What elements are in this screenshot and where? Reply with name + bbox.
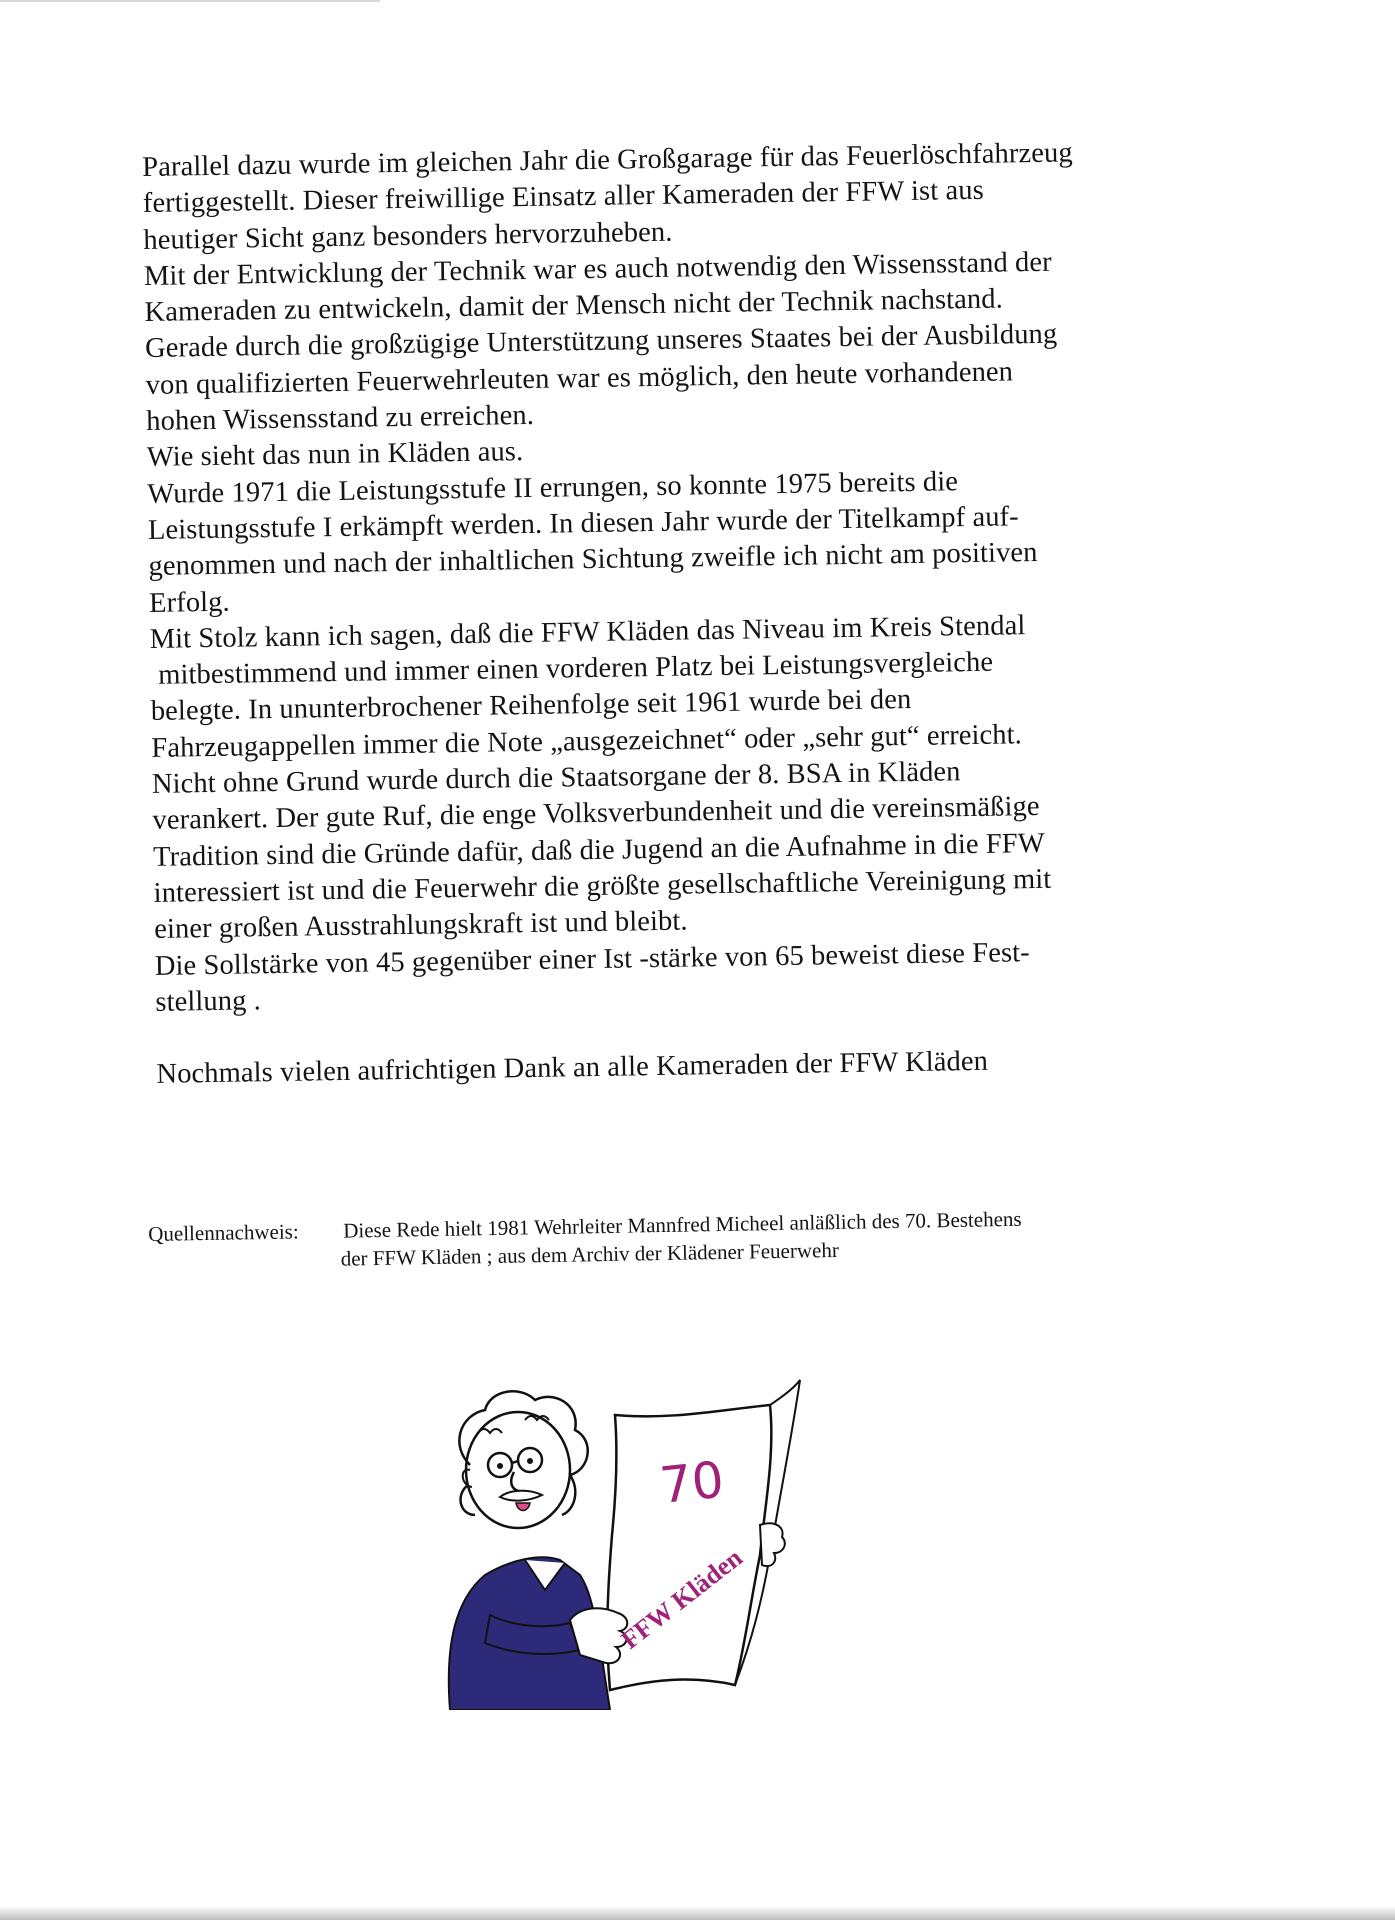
text-line: Erfolg. (148, 586, 230, 619)
text-line: einer großen Ausstrahlungskraft ist und bleibt. (154, 905, 688, 946)
text-line: Wurde 1971 die Leistungsstufe II errungen, so konnte 1975 bereits die (147, 465, 959, 510)
text-line: stellung . (155, 985, 262, 1018)
text-line: von qualifizierten Feuerwehrleuten war es möglich, den heute vorhandenen (145, 356, 1014, 401)
anniversary-number: 70 (657, 1450, 727, 1515)
text-line: Nicht ohne Grund wurde durch die Staatsorgane der 8. BSA in Kläden (151, 756, 961, 800)
source-label: Quellennachweis: (148, 1219, 299, 1246)
text-line: fertiggestellt. Dieser freiwillige Einsatz aller Kameraden der FFW ist aus (142, 175, 985, 220)
text-line: hohen Wissensstand zu erreichen. (146, 399, 535, 438)
text-line: Mit Stolz kann ich sagen, daß die FFW Kläden das Niveau im Kreis Stendal (149, 610, 1026, 655)
cartoon-firefighter-illustration (430, 1375, 880, 1710)
text-line: interessiert ist und die Feuerwehr die größte gesellschaftliche Vereinigung mit (153, 863, 1052, 909)
banner-text: FFW Kläden (615, 1542, 748, 1655)
source-line-2: der FFW Kläden ; aus dem Archiv der Klädener Feuerwehr (340, 1237, 840, 1271)
source-note (148, 1202, 1209, 1276)
text-line: Kameraden zu entwickeln, damit der Mensch nicht der Technik nachstand. (144, 283, 1004, 329)
text-line: belegte. In ununterbrochener Reihenfolge seit 1961 wurde bei den (150, 684, 912, 728)
text-line: Die Sollstärke von 45 gegenüber einer Ist -stärke von 65 beweist diese Fest- (154, 936, 1030, 982)
text-line: Gerade durch die großzügige Unterstützung unseres Staates bei der Ausbildung (144, 319, 1058, 365)
hand-right (760, 1523, 785, 1566)
closing-line: Nochmals vielen aufrichtigen Dank an alle Kameraden der FFW Kläden (156, 1045, 989, 1091)
source-line-1: Diese Rede hielt 1981 Wehrleiter Mannfred Micheel anläßlich des 70. Bestehens (343, 1206, 1022, 1243)
text-line: Parallel dazu wurde im gleichen Jahr die Großgarage für das Feuerlöschfahrzeug (142, 137, 1073, 183)
text-line: Leistungsstufe I erkämpft werden. In diesen Jahr wurde der Titelkampf auf- (147, 501, 1019, 546)
text-line: Tradition sind die Gründe dafür, daß die Jugend an die Aufnahme in die FFW (152, 827, 1045, 873)
text-line: Wie sieht das nun in Kläden aus. (146, 436, 524, 474)
text-line: verankert. Der gute Ruf, die enge Volksverbundenheit und die vereinsmäßige (152, 791, 1040, 837)
text-line: genommen und nach der inhaltlichen Sichtung zweifle ich nicht am positiven (148, 537, 1038, 583)
text-line: mitbestimmend und immer einen vorderen Platz bei Leistungsvergleiche (158, 646, 994, 691)
scan-edge-top (0, 0, 380, 2)
text-line: heutiger Sicht ganz besonders hervorzuheben. (143, 216, 673, 256)
speech-body (142, 133, 1237, 1093)
scan-edge-bottom (0, 1906, 1395, 1920)
text-line: Fahrzeugappellen immer die Note „ausgezeichnet“ oder „sehr gut“ erreicht. (151, 719, 1023, 764)
text-line: Mit der Entwicklung der Technik war es auch notwendig den Wissensstand der (143, 246, 1052, 292)
